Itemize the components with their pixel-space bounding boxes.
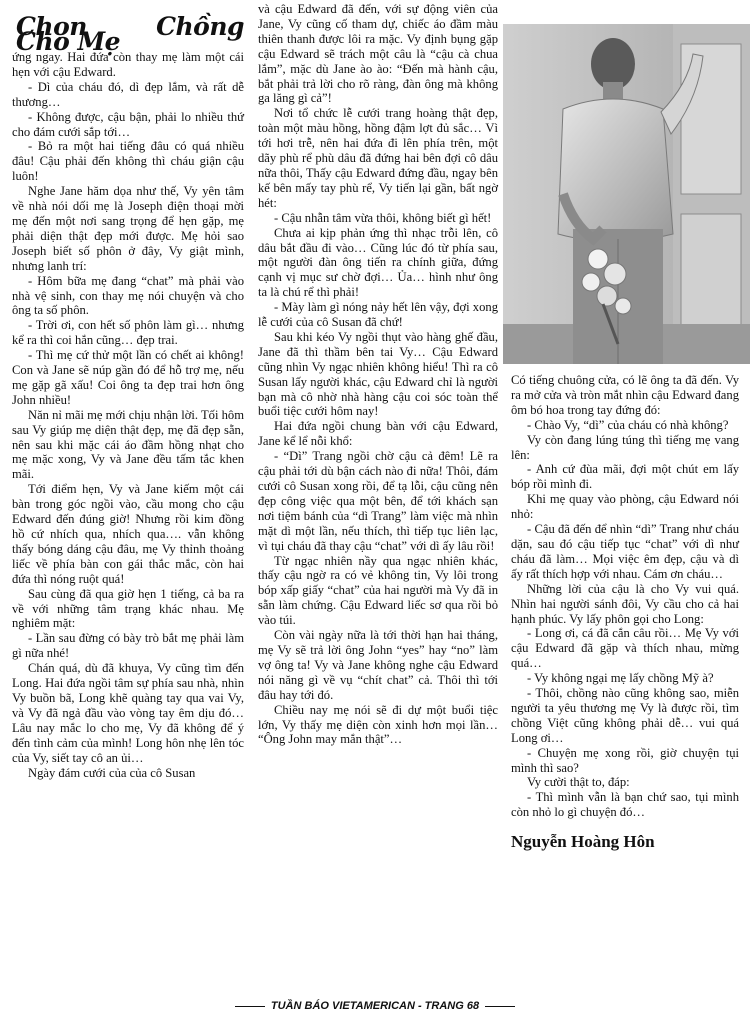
paragraph: - Bỏ ra một hai tiếng đâu có quá nhiều đâu! Cậu phải đến không thì cháu giận cậu luôn! bbox=[12, 139, 244, 184]
paragraph: Vy còn đang lúng túng thì tiếng mẹ vang lên: bbox=[511, 432, 739, 462]
column-3 bbox=[511, 373, 739, 850]
paragraph: - Dì của cháu đó, dì đẹp lắm, và rất dễ thương… bbox=[12, 79, 244, 109]
paragraph: - Cậu đã đến để nhìn “dì” Trang như cháu dặn, sau đó cậu tiếp tục “chat” với dì như cháu đã làm… Mọi việc êm đẹp, cậu và dì ấy rất thích hợp với nhau. Cám ơn cháu… bbox=[511, 522, 739, 581]
column-1-body bbox=[12, 50, 244, 780]
man-with-flowers-photo bbox=[503, 24, 750, 364]
paragraph: - Anh cứ đùa mãi, đợi một chút em lấy bóp rồi mình đi. bbox=[511, 462, 739, 492]
paragraph: - Chuyện mẹ xong rồi, giờ chuyện tụi mình thì sao? bbox=[511, 745, 739, 775]
paragraph: - Mày làm gì nóng nảy hết lên vậy, đợi xong lễ cưới của cô Susan đã chứ! bbox=[258, 300, 498, 330]
paragraph: Từ ngạc nhiên nầy qua ngạc nhiên khác, thấy cậu ngờ ra có vẻ không tin, Vy lôi trong bóp xấp giấy “chat” của hai người mà Vy đã in sẵn làm chứng. Cậu Edward liếc sơ qua rồi bỏ vào túi. bbox=[258, 553, 498, 628]
paragraph: Khi mẹ quay vào phòng, cậu Edward nói nhỏ: bbox=[511, 492, 739, 522]
paragraph: Năn nỉ mãi mẹ mới chịu nhận lời. Tối hôm sau Vy giúp mẹ diện thật đẹp, mẹ đã đẹp sẵn, nên sau khi mặc cái áo đầm hồng nhạt cho mẹ mặc xong, Vy và Jane đều tấm tắc khen mãi. bbox=[12, 407, 244, 482]
column-3-body bbox=[511, 373, 739, 820]
paragraph: Chán quá, dù đã khuya, Vy cũng tìm đến Long. Hai đứa ngồi tâm sự phía sau nhà, nhìn Vy buồn bã, Long khẽ quàng tay qua vai Vy, và Vy đã ngả đầu vào vòng tay êm dịu đó… Lâu nay mắc lo cho mẹ, Vy đã không để ý đến tình cảm của mình! Long hôn nhẹ lên tóc của Vy, siết tay cô an ủi… bbox=[12, 661, 244, 765]
footer-text: TUẦN BÁO VIETAMERICAN - TRANG 68 bbox=[270, 1000, 480, 1012]
paragraph: Tới điểm hẹn, Vy và Jane kiếm một cái bàn trong góc ngồi vào, cầu mong cho cậu Edward đến đúng giờ! Nhưng rồi kim đồng hồ cứ nhích qua, nhích qua…. vẫn không thấy bóng dáng cậu đâu, mẹ Vy thỉnh thoảng liếc về phía bàn con gái thắc mắc, còn hai đứa thì nóng ruột quá! bbox=[12, 482, 244, 586]
paragraph: Ngày đám cưới của của cô Susan bbox=[28, 765, 196, 780]
paragraph: - Thì mẹ cứ thử một lần có chết ai không! Con và Jane sẽ núp gần đó để hỗ trợ mẹ, nếu mẹ gặp gã xấu! Coi ông ta đẹp trai hơn ông John nhiều! bbox=[12, 348, 244, 407]
photo-illustration bbox=[503, 24, 750, 364]
footer-rule-left bbox=[235, 1006, 265, 1007]
paragraph: - Lần sau đừng có bày trò bắt mẹ phải làm gì nữa nhé! bbox=[12, 631, 244, 661]
paragraph: Vy cười thật to, đáp: bbox=[527, 775, 630, 790]
paragraph: - Hôm bữa mẹ đang “chat” mà phải vào nhà vệ sinh, con thay mẹ nói chuyện và cho ông ta số phôn. bbox=[12, 273, 244, 318]
paragraph: Còn vài ngày nữa là tới thời hạn hai tháng, mẹ Vy sẽ trả lời ông John “yes” hay “no” làm vợ ông ta! Vy và Jane không nghe cậu Edward nói năng gì về vụ “chít chat” cả. Thôi thì tới đâu hay tới đó. bbox=[258, 628, 498, 702]
paragraph: Những lời của cậu là cho Vy vui quá. Nhìn hai người sánh đôi, Vy cầu cho cả hai hạnh phúc. Vy lấy phôn gọi cho Long: bbox=[511, 581, 739, 626]
column-2 bbox=[258, 2, 498, 747]
paragraph: Có tiếng chuông cửa, có lẽ ông ta đã đến. Vy ra mở cửa và tròn mắt nhìn cậu Edward đang ôm bó hoa trong tay đứng đó: bbox=[511, 373, 739, 417]
paragraph: - Thì mình vẫn là bạn chứ sao, tụi mình còn nhỏ lo gì chuyện đó… bbox=[511, 790, 739, 820]
paragraph: - Vy không ngại mẹ lấy chồng Mỹ à? bbox=[527, 671, 714, 686]
column-1 bbox=[12, 0, 244, 780]
paragraph: ứng ngay. Hai đứa còn thay mẹ làm một cái hẹn với cậu Edward. bbox=[12, 50, 244, 79]
paragraph: Chưa ai kịp phản ứng thì nhạc trỗi lên, cô dâu bắt đầu đi vào… Cũng lúc đó từ phía sau, một người đàn ông tiến ra chính giữa, đứng cạnh vị mục sư chờ đợi… Ủa… hình như ông ta là chú rể thì phải! bbox=[258, 225, 498, 300]
paragraph: - Cậu nhẫn tâm vừa thôi, không biết gì hết! bbox=[274, 210, 492, 225]
page-footer bbox=[0, 1000, 750, 1012]
paragraph: Sau khi kéo Vy ngồi thụt vào hàng ghế đầu, Jane đã thì thầm bên tai Vy… Cậu Edward cũng nhìn Vy ngạc nhiên không hiểu! Thì ra cô Susan lấy người khác, cậu Edward chỉ là người bạn mà cô nhờ nhà hàng cậu coi sóc toàn thể buổi tiệc cưới hôm nay! bbox=[258, 329, 498, 419]
paragraph: Chiều nay mẹ nói sẽ đi dự một buổi tiệc lớn, Vy thấy mẹ diện còn xinh hơn mọi lần… “Ông John may mắn thật”… bbox=[258, 702, 498, 747]
paragraph: - “Dì” Trang ngồi chờ cậu cả đêm! Lẽ ra cậu phải tới dù bận cách nào đi nữa! Thôi, đám cưới cô Susan xong rồi, để tạ lỗi, cậu cũng nên đẹp công việc qua một bên, để tới khách sạn nơi tiệm bánh của “dì Trang” làm việc mà nhìn mặt dì một lần, nếu thích, thì tiếp tục liên lạc, vì tụi cháu đã thay cậu “chat” với dì ấy lâu rồi! bbox=[258, 449, 498, 553]
paragraph: Nơi tổ chức lễ cưới trang hoàng thật đẹp, toàn một màu hồng, hồng đậm lợt đủ sắc… Vì tới hơi trễ, nên hai đứa đi lên phía trên, một dãy phù rể phù dâu đã đứng hai bên đợi cô dâu nữa thôi, Thấy cậu Edward đứng đầu, ngay bên kế bên mấy tay phù rể, Vy tiến lại gần, bất ngờ hét: bbox=[258, 106, 498, 210]
paragraph: - Long ơi, cá đã cắn câu rồi… Mẹ Vy với cậu Edward đã gặp và thích nhau, mừng quá… bbox=[511, 626, 739, 671]
author-byline: Nguyễn Hoàng Hôn bbox=[511, 832, 655, 852]
paragraph: và cậu Edward đã đến, với sự động viên của Jane, Vy cũng cố tham dự, chiếc áo đầm màu thiên thanh được lôi ra mặc. Vy định bụng gặp cậu Edward sẽ trách một câu là “cậu cà chua lắm”, mặc dù Jane ào ào: “Đến mà hành cậu, bắt phải trả lời cho rõ ràng, đàn ông mà không ga lăng gì cả”! bbox=[258, 2, 498, 106]
paragraph: - Thôi, chồng nào cũng không sao, miễn người ta yêu thương mẹ Vy là được rồi, tìm chồng Việt cũng không phải dễ… vui quá Long ơi… bbox=[511, 686, 739, 745]
paragraph: Sau cùng đã qua giờ hẹn 1 tiếng, cả ba ra về với những tâm trạng khác nhau. Mẹ nghiêm mặt: bbox=[12, 586, 244, 631]
footer-rule-right bbox=[485, 1006, 515, 1007]
article-title: Chọn Chồng Cho Mẹ bbox=[16, 12, 244, 56]
paragraph: - Không được, cậu bận, phải lo nhiều thứ cho đám cưới sắp tới… bbox=[12, 109, 244, 139]
paragraph: Nghe Jane hăm dọa như thế, Vy yên tâm về nhà nói dối mẹ là Joseph điện thoại mời mẹ đến một nơi sang trọng để hẹn gặp, mẹ phải diện thật đẹp mới được. Mẹ hỏi sao Joseph biết số phôn ở đây, Vy giật mình, nhưng lanh trí: bbox=[12, 184, 244, 273]
paragraph: - Trời ơi, con hết số phôn làm gì… nhưng kể ra thì coi hắn cũng… đẹp trai. bbox=[12, 318, 244, 348]
paragraph: Hai đứa ngồi chung bàn với cậu Edward, Jane kể lể nỗi khổ: bbox=[258, 419, 498, 449]
paragraph: - Chào Vy, “dì” của cháu có nhà không? bbox=[527, 417, 729, 432]
